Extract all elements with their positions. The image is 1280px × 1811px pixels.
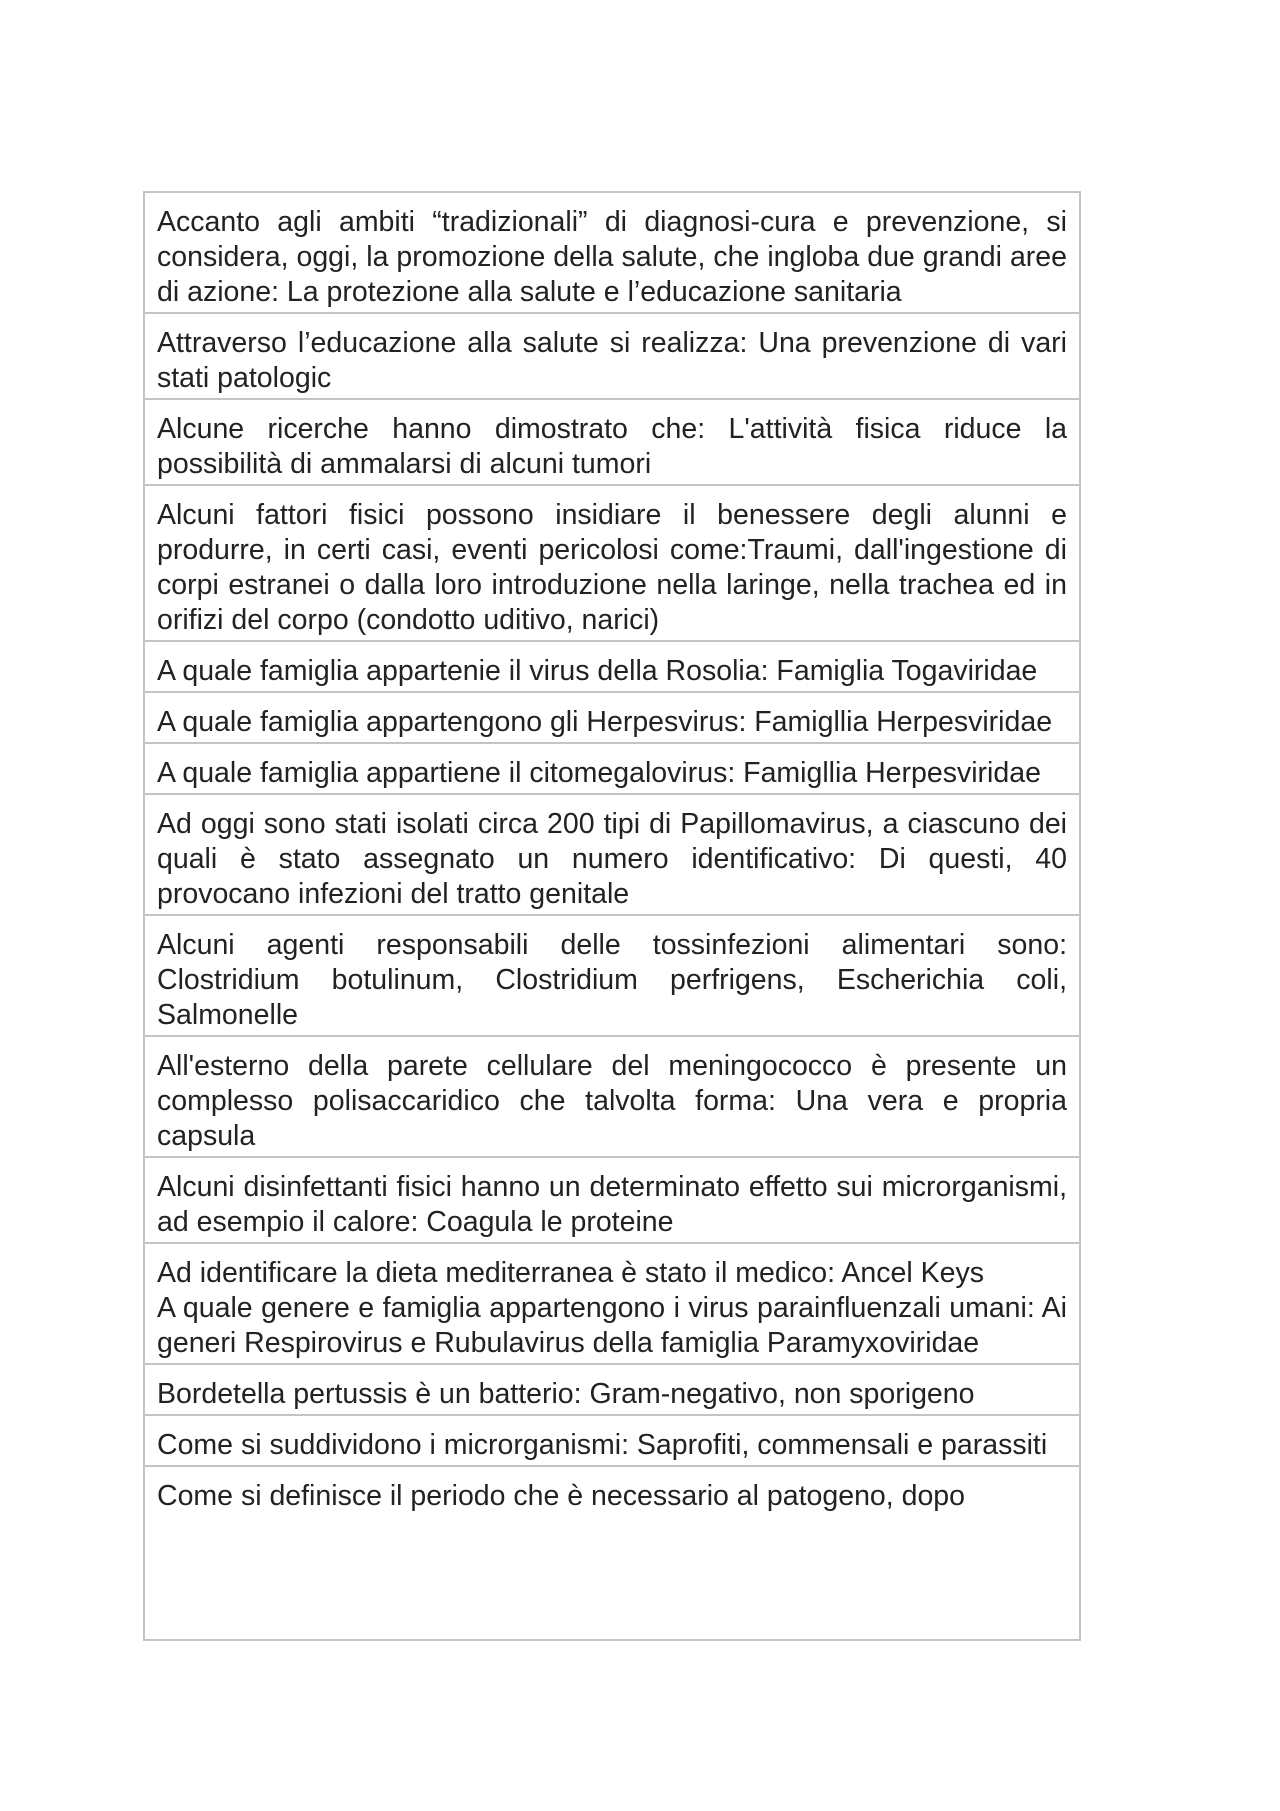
row-text: A quale famiglia appartenie il virus della Rosolia: Famiglia Togaviridae [157, 655, 1038, 687]
row-text: Accanto agli ambiti “tradizionali” di diagnosi-cura e prevenzione, si considera, oggi, la promozione della salute, che ingloba due grandi aree di azione: La protezione alla salute e l’educazione sanitaria [157, 206, 1067, 308]
row-text: Come si definisce il periodo che è necessario al patogeno, dopo [157, 1480, 966, 1512]
table-row [145, 1465, 1079, 1516]
row-text: All'esterno della parete cellulare del meningococco è presente un complesso polisaccaridico che talvolta forma: Una vera e propria capsula [157, 1050, 1067, 1152]
row-text: A quale famiglia appartiene il citomegalovirus: Famigllia Herpesviridae [157, 757, 1041, 789]
table-row [145, 742, 1079, 793]
table-row [145, 793, 1079, 914]
table-row [145, 193, 1079, 312]
row-text: Come si suddividono i microrganismi: Saprofiti, commensali e parassiti [157, 1429, 1048, 1461]
row-text: Ad oggi sono stati isolati circa 200 tipi di Papillomavirus, a ciascuno dei quali è stato assegnato un numero identificativo: Di questi, 40 provocano infezioni del tratto genitale [157, 808, 1067, 910]
table-row [145, 1363, 1079, 1414]
table-row [145, 312, 1079, 398]
table-row [145, 640, 1079, 691]
row-text: Alcuni fattori fisici possono insidiare il benessere degli alunni e produrre, in certi casi, eventi pericolosi come:Traumi, dall'ingestione di corpi estranei o dalla loro introduzione nella laringe, nella trachea ed in orifizi del corpo (condotto uditivo, narici) [157, 499, 1067, 636]
table-row [145, 1156, 1079, 1242]
row-text: Alcune ricerche hanno dimostrato che: L'attività fisica riduce la possibilità di ammalarsi di alcuni tumori [157, 413, 1067, 480]
row-text: Alcuni disinfettanti fisici hanno un determinato effetto sui microrganismi, ad esempio il calore: Coagula le proteine [157, 1171, 1067, 1238]
qa-table [143, 191, 1081, 1641]
row-text: Attraverso l’educazione alla salute si realizza: Una prevenzione di vari stati patologic [157, 327, 1067, 394]
table-row [145, 398, 1079, 484]
table-row [145, 691, 1079, 742]
row-text: Alcuni agenti responsabili delle tossinfezioni alimentari sono: Clostridium botulinum, Clostridium perfrigens, Escherichia coli, Salmonelle [157, 929, 1067, 1031]
row-text: Bordetella pertussis è un batterio: Gram-negativo, non sporigeno [157, 1378, 975, 1410]
row-text: Ad identificare la dieta mediterranea è stato il medico: Ancel Keys [157, 1257, 984, 1289]
table-row [145, 484, 1079, 640]
row-text: A quale genere e famiglia appartengono i virus parainfluenzali umani: Ai generi Respirovirus e Rubulavirus della famiglia Paramyxoviridae [157, 1292, 1067, 1359]
table-row [145, 1035, 1079, 1156]
table-row [145, 914, 1079, 1035]
table-row [145, 1414, 1079, 1465]
table-row [145, 1242, 1079, 1363]
row-text: A quale famiglia appartengono gli Herpesvirus: Famigllia Herpesviridae [157, 706, 1053, 738]
